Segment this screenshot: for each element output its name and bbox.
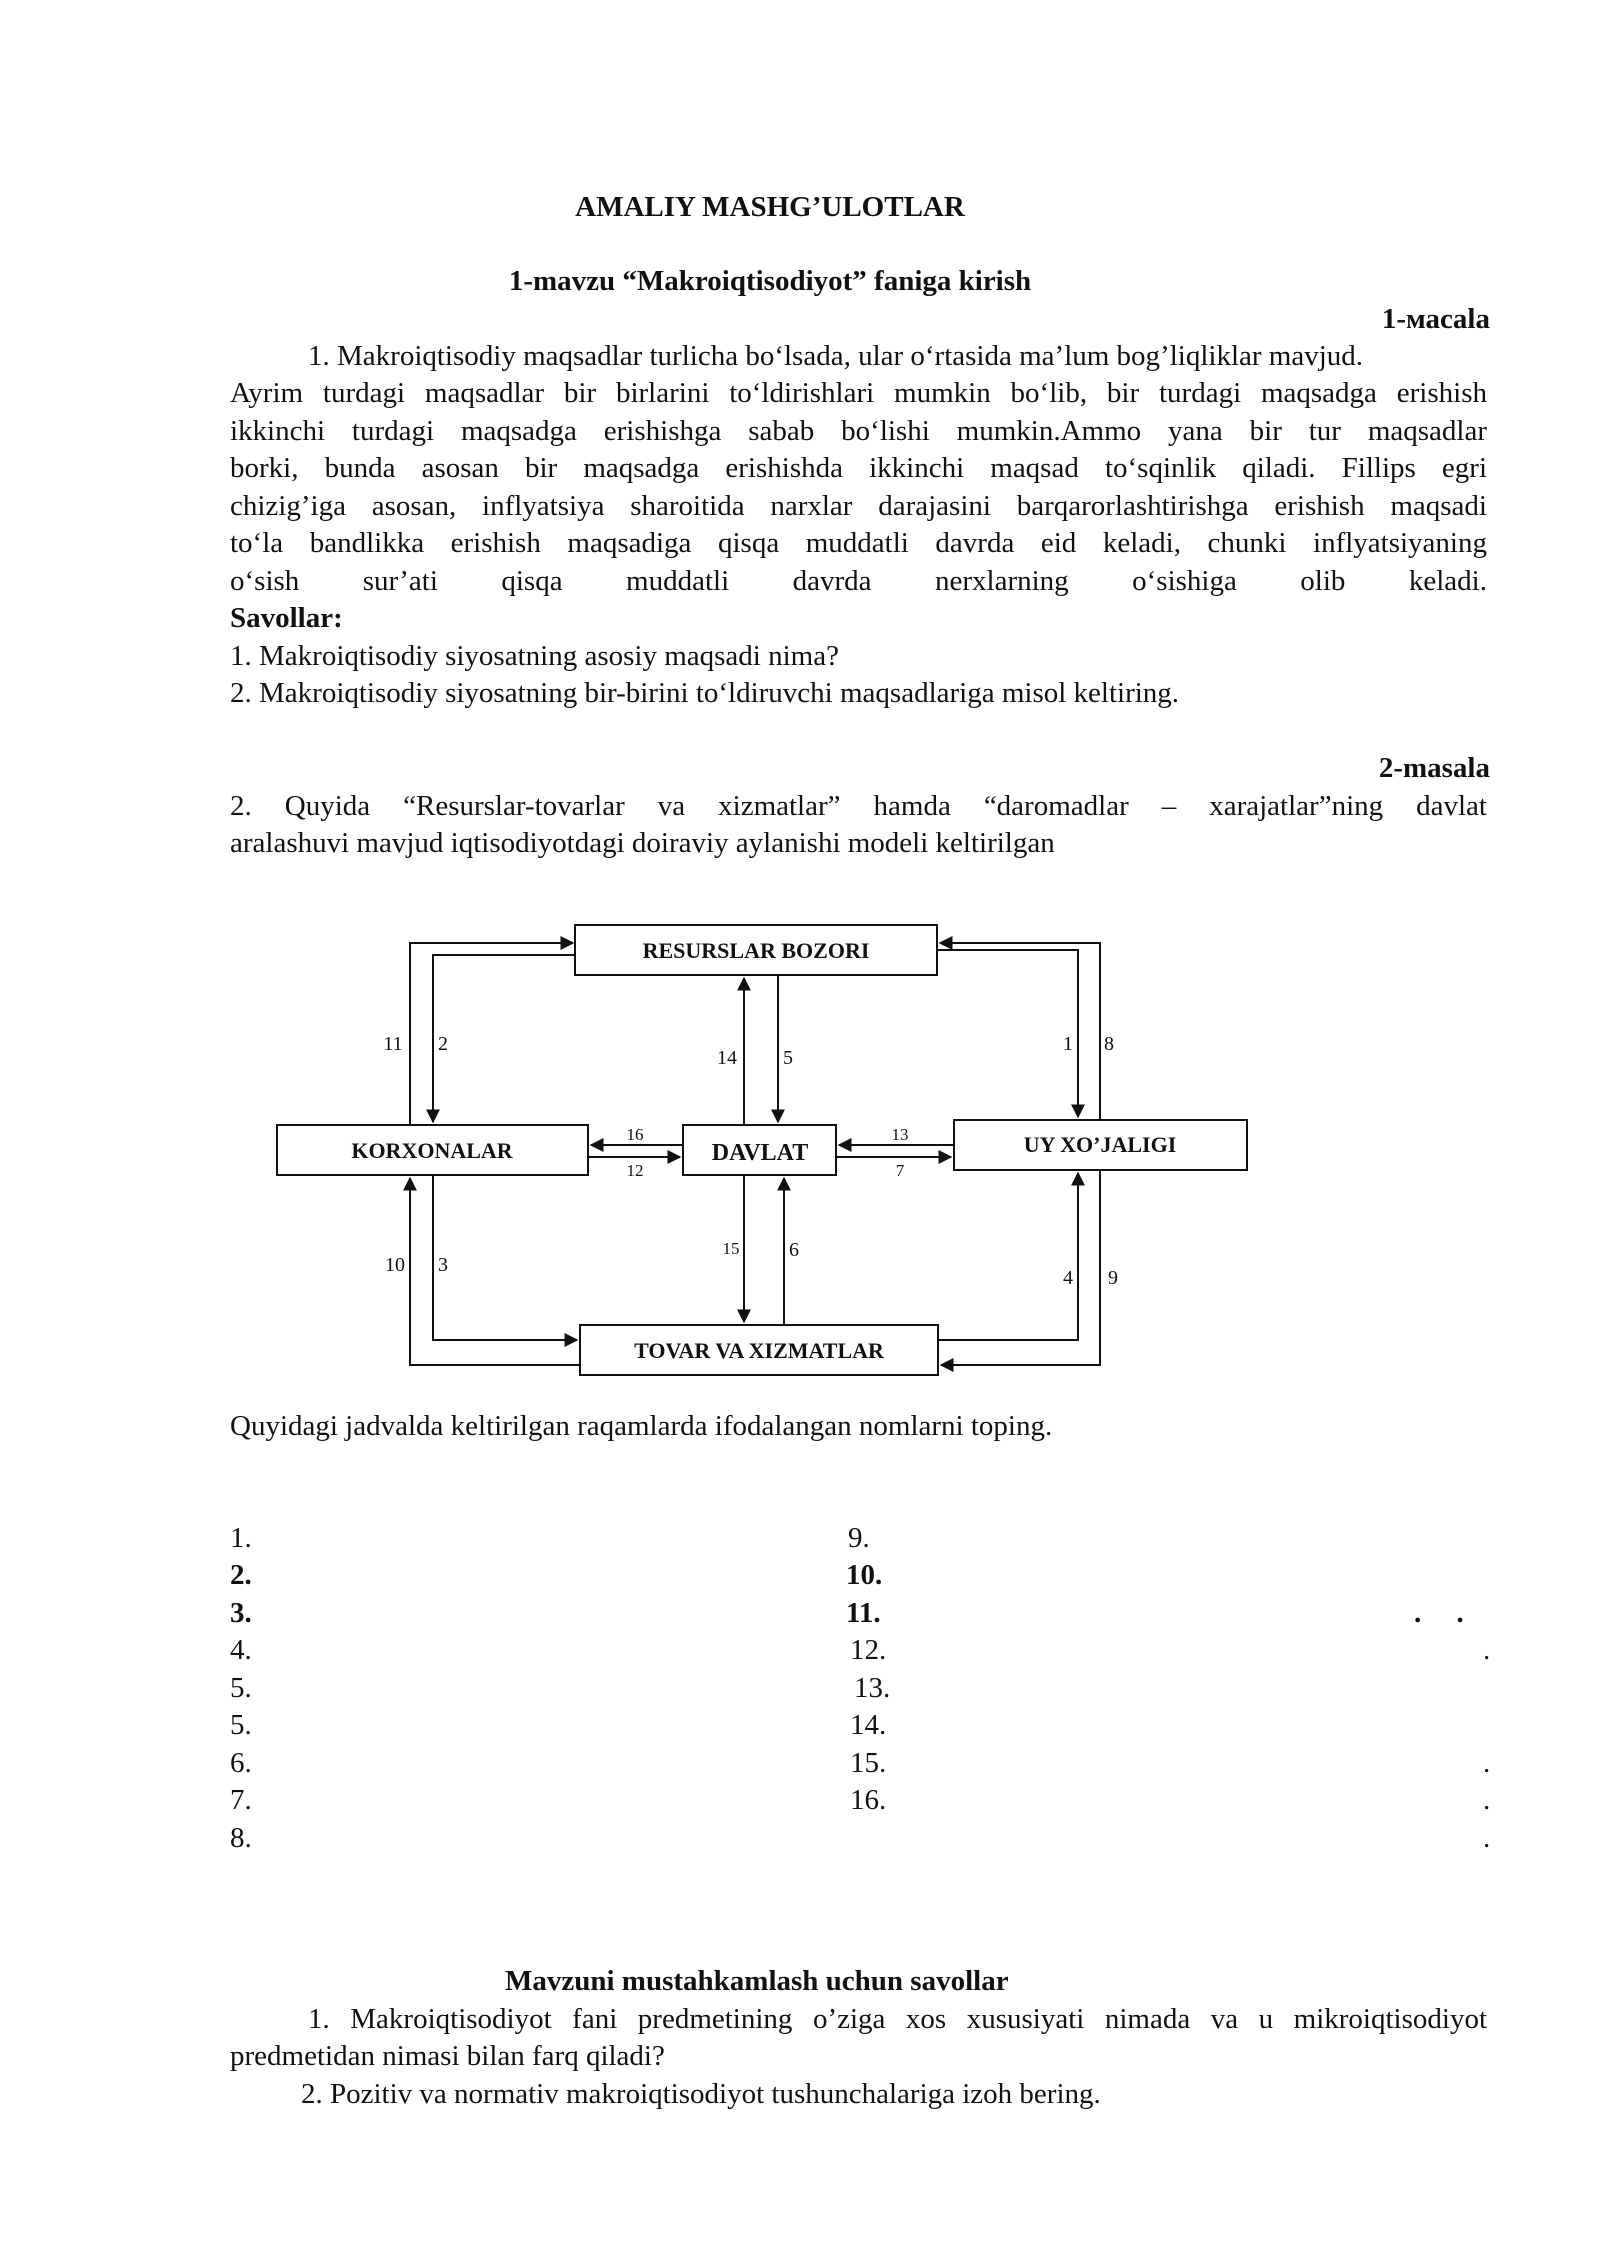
flow-label: 3 <box>438 1254 448 1276</box>
list-item: 5. <box>230 1672 252 1704</box>
list-item: 8. <box>230 1822 252 1854</box>
masala1-line: 1. Makroiqtisodiy maqsadlar turlicha bo‘lsada, ular o‘rtasida ma’lum bog’liqliklar mavjud. <box>308 340 1364 372</box>
questions-title: Savollar: <box>230 602 343 634</box>
review-title: Mavzuni mustahkamlash uchun savollar <box>505 1965 1009 1997</box>
masala1-line: ikkinchi turdagi maqsadga erishishga sabab bo‘lishi mumkin.Ammo yana bir tur maqsadlar <box>230 415 1487 447</box>
list-item: 16. <box>850 1784 887 1816</box>
masala1-line: Ayrim turdagi maqsadlar bir birlarini to‘ldirishlari mumkin bo‘lib, bir turdagi maqsadga erishish <box>230 377 1487 409</box>
list-item: 3. <box>230 1597 252 1629</box>
flow-label: 4 <box>1063 1267 1073 1289</box>
list-item: 12. <box>850 1634 887 1666</box>
dots: . . <box>1414 1597 1464 1629</box>
flow-10 <box>410 1178 580 1365</box>
review-q1-line: 1. Makroiqtisodiyot fani predmetining o’ziga xos xususiyati nimada va u mikroiqtisodiyot <box>308 2003 1487 2035</box>
flow-label: 9 <box>1108 1267 1118 1289</box>
flow-label: 7 <box>895 1161 905 1180</box>
review-q1-line: predmetidan nimasi bilan farq qiladi? <box>230 2040 665 2072</box>
dots: . <box>1483 1822 1491 1854</box>
masala1-label: 1-масala <box>1381 303 1490 335</box>
flow-1 <box>937 950 1078 1117</box>
list-item: 4. <box>230 1634 252 1666</box>
list-item: 9. <box>848 1522 870 1554</box>
question-1: 1. Makroiqtisodiy siyosatning asosiy maqsadi nima? <box>230 640 839 672</box>
flow-8 <box>940 943 1100 1120</box>
masala2-label: 2-masala <box>1378 752 1490 784</box>
flow-9 <box>941 1170 1100 1365</box>
list-item: 2. <box>230 1559 252 1591</box>
list-item: 5. <box>230 1709 252 1741</box>
topic-title: 1-mavzu “Makroiqtisodiyot” faniga kirish <box>508 265 1032 297</box>
flow-label: 16 <box>626 1125 644 1144</box>
flow-label: 14 <box>717 1047 737 1069</box>
flow-label: 2 <box>438 1033 448 1055</box>
list-item: 7. <box>230 1784 252 1816</box>
flow-label: 11 <box>383 1033 403 1055</box>
box-state-label: DAVLAT <box>711 1140 809 1166</box>
list-item: 13. <box>854 1672 891 1704</box>
list-item: 11. <box>846 1597 881 1629</box>
masala1-line: o‘sish sur’ati qisqa muddatli davrda nerxlarning o‘sishiga olib keladi. <box>230 565 1487 597</box>
list-item: 1. <box>230 1522 252 1554</box>
flow-11 <box>410 943 573 1125</box>
dots: . <box>1483 1634 1491 1666</box>
page-title: AMALIY MASHG’ULOTLAR <box>575 191 965 223</box>
list-item: 15. <box>850 1747 887 1779</box>
list-item: 6. <box>230 1747 252 1779</box>
flow-label: 15 <box>722 1239 740 1258</box>
masala1-line: chizig’iga asosan, inflyatsiya sharoitida narxlar darajasini barqarorlashtirishga erishish maqsadi <box>230 490 1487 522</box>
dots: . <box>1483 1747 1491 1779</box>
flow-label: 12 <box>626 1161 644 1180</box>
flow-3 <box>433 1175 577 1340</box>
masala2-line: 2. Quyida “Resurslar-tovarlar va xizmatlar” hamda “daromadlar – xarajatlar”ning davlat <box>230 790 1487 822</box>
box-goods-label: TOVAR VA XIZMATLAR <box>634 1338 884 1363</box>
flow-label: 8 <box>1104 1033 1114 1055</box>
list-item: 14. <box>850 1709 887 1741</box>
box-resources-label: RESURSLAR BOZORI <box>642 938 870 963</box>
review-q2: 2. Pozitiv va normativ makroiqtisodiyot tushunchalariga izoh bering. <box>301 2078 1101 2110</box>
flow-label: 6 <box>789 1239 799 1261</box>
question-2: 2. Makroiqtisodiy siyosatning bir-birini to‘ldiruvchi maqsadlariga misol keltiring. <box>230 677 1180 709</box>
masala2-line: aralashuvi mavjud iqtisodiyotdagi doiraviy aylanishi modeli keltirilgan <box>230 827 1055 859</box>
flow-label: 1 <box>1063 1033 1073 1055</box>
masala1-line: to‘la bandlikka erishish maqsadiga qisqa muddatli davrda eid keladi, chunki inflyatsiyaning <box>230 527 1487 559</box>
masala1-line: borki, bunda asosan bir maqsadga erishishda ikkinchi maqsad to‘sqinlik qiladi. Fillips egri <box>230 452 1487 484</box>
box-firms-label: KORXONALAR <box>351 1138 513 1163</box>
flow-2 <box>433 955 575 1122</box>
flow-label: 5 <box>783 1047 793 1069</box>
dots: . <box>1483 1784 1491 1816</box>
flow-4 <box>938 1173 1078 1340</box>
instruction: Quyidagi jadvalda keltirilgan raqamlarda ifodalangan nomlarni toping. <box>230 1410 1053 1442</box>
list-item: 10. <box>846 1559 883 1591</box>
box-households-label: UY XO’JALIGI <box>1023 1132 1177 1157</box>
flow-label: 13 <box>891 1125 909 1144</box>
flow-label: 10 <box>385 1254 405 1276</box>
